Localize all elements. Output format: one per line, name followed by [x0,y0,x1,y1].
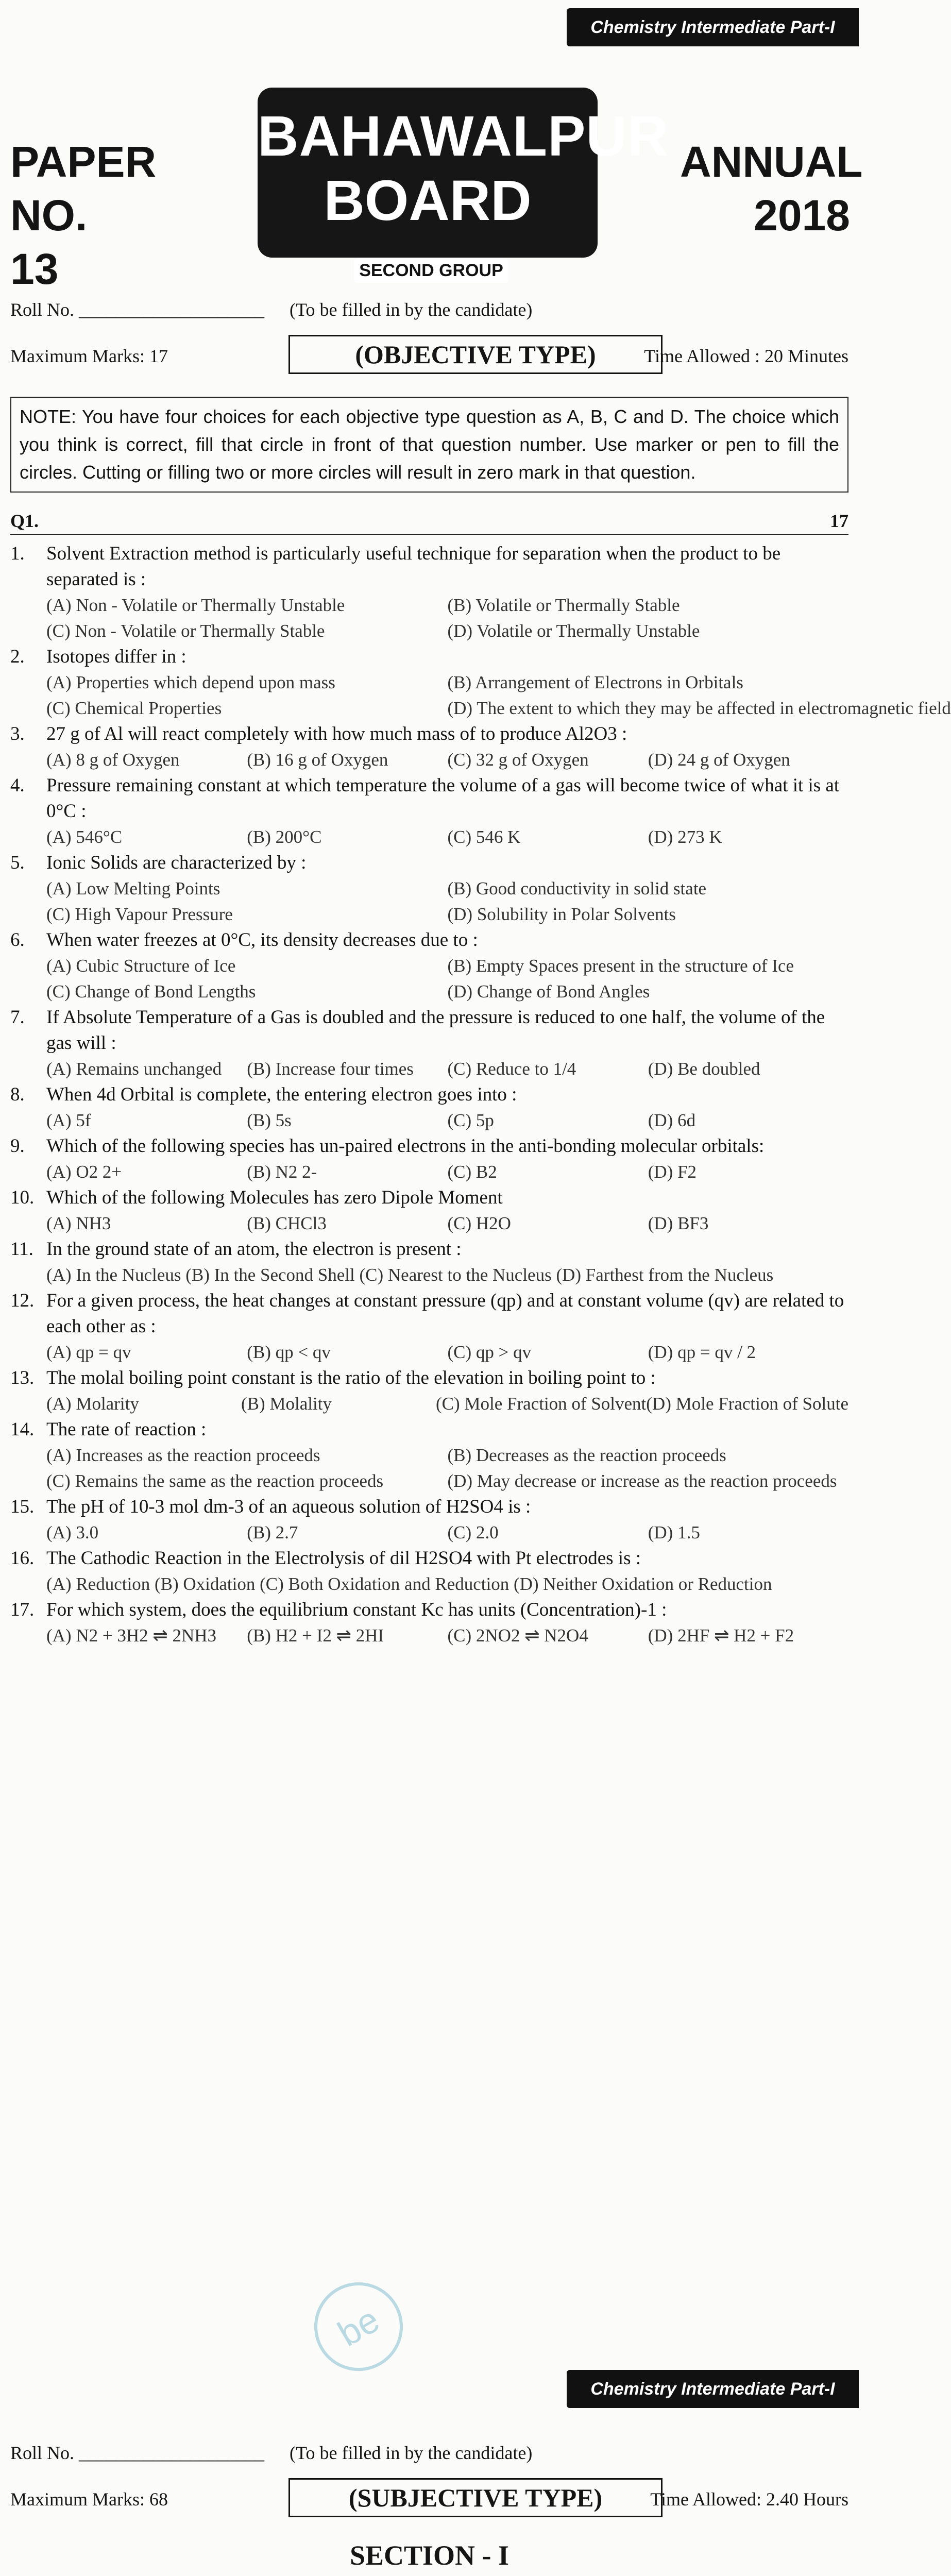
question-text: When 4d Orbital is complete, the entering electron goes into : [46,1084,517,1105]
answer-option: (A) qp = qv [46,1342,131,1362]
answer-option: (A) NH3 [46,1213,111,1233]
option-row [10,618,848,644]
question-number: 5. [10,852,25,873]
answer-option: (D) Be doubled [648,1059,760,1079]
answer-option: (D) qp = qv / 2 [648,1342,756,1362]
answer-option: (B) 2.7 [247,1522,298,1543]
option-row [10,1108,848,1133]
answer-option: (B) 16 g of Oxygen [247,750,388,770]
answer-option: (B) 5s [247,1110,292,1130]
objective-question-list [10,541,951,1649]
answer-option: (A) 3.0 [46,1522,99,1543]
objective-question [10,1236,848,1262]
answer-option: (A) 546°C [46,827,123,847]
option-row [10,1571,848,1597]
answer-option: (D) 6d [648,1110,696,1130]
question-text: Solvent Extraction method is particularly useful technique for separation when the product to be separated is : [46,543,781,590]
objective-question [10,1365,848,1391]
answer-option: (A) O2 2+ [46,1162,122,1182]
answer-option: (C) Remains the same as the reaction proceeds [46,1471,384,1491]
objective-question [10,1005,848,1056]
question-number: 14. [10,1419,35,1440]
answer-option: (B) Empty Spaces present in the structure of Ice [447,956,794,976]
candidate-note: (To be filled in by the candidate) [290,299,533,320]
question-text: The Cathodic Reaction in the Electrolysis of dil H2SO4 with Pt electrodes is : [46,1548,641,1569]
answer-option: (A) 8 g of Oxygen [46,750,180,770]
option-row [10,979,848,1005]
roll-no-label: Roll No. ____________________ [10,299,265,320]
answer-option: (C) 546 K [447,827,521,847]
question-number: 9. [10,1136,25,1157]
option-row [10,1391,848,1417]
exam-year: 2018 [754,191,850,240]
question-number: 1. [10,543,25,564]
board-label: BOARD [324,169,532,232]
option-row [10,1520,848,1546]
question-text: For which system, does the equilibrium constant Kc has units (Concentration)-1 : [46,1599,667,1620]
answer-option: (C) 32 g of Oxygen [447,750,589,770]
answer-option: (B) CHCl3 [247,1213,327,1233]
question-text: Pressure remaining constant at which temperature the volume of a gas will become twice of what it is at 0°C : [46,775,840,822]
objective-question [10,927,848,953]
subject-banner: Chemistry Intermediate Part-I [567,8,859,46]
answer-option: (D) Solubility in Polar Solvents [447,904,676,924]
answer-option: (B) qp < qv [247,1342,331,1362]
answer-option: (C) Non - Volatile or Thermally Stable [46,621,325,641]
question-text: 27 g of Al will react completely with how much mass of to produce Al2O3 : [46,723,627,744]
watermark-logo: be [298,2266,419,2387]
answer-option: (B) Volatile or Thermally Stable [447,595,680,615]
answer-option: (C) H2O [447,1213,511,1233]
option-row [10,1340,848,1365]
question-text: Isotopes differ in : [46,646,186,667]
answer-option: (B) Good conductivity in solid state [447,878,707,899]
answer-option: (C) 2.0 [447,1522,499,1543]
answer-option: (A) Cubic Structure of Ice [46,956,236,976]
option-row [10,876,848,902]
question-number: 3. [10,723,25,744]
question-text: When water freezes at 0°C, its density decreases due to : [46,929,478,951]
answer-option: (B) 200°C [247,827,322,847]
max-marks: Maximum Marks: 17 [10,346,168,366]
answer-option: (A) In the Nucleus (B) In the Second Shell (C) Nearest to the Nucleus (D) Farthest from the Nucleus [46,1265,774,1285]
answer-option: (D) F2 [648,1162,697,1182]
answer-option: (C) High Vapour Pressure [46,904,233,924]
answer-option: (D) 1.5 [648,1522,700,1543]
time-allowed: Time Allowed: 2.40 Hours [650,2489,848,2510]
answer-option: (D) May decrease or increase as the reaction proceeds [447,1471,837,1491]
question-number: 7. [10,1007,25,1028]
answer-option: (B) Arrangement of Electrons in Orbitals [447,672,743,692]
answer-option: (C) Mole Fraction of Solvent [436,1394,647,1414]
divider [10,534,848,535]
paper-number-block [10,135,157,293]
question-text: In the ground state of an atom, the electron is present : [46,1239,462,1260]
answer-option: (A) Remains unchanged [46,1059,222,1079]
objective-question [10,1494,848,1520]
question-number: 11. [10,1239,33,1260]
question-text: For a given process, the heat changes at constant pressure (qp) and at constant volume (qv) are related to each other as : [46,1290,844,1337]
answer-option: (B) Increase four times [247,1059,414,1079]
question-number: 4. [10,775,25,796]
objective-question [10,1133,848,1159]
question-number: 17. [10,1599,35,1620]
objective-note: NOTE: You have four choices for each objective type question as A, B, C and D. The choice which you think is correct, fill that circle in front of that question number. Use marker or pen to fill the circles. Cutting or filling two or more circles will result in zero mark in that question. [10,397,848,493]
roll-no-label: Roll No. ____________________ [10,2443,265,2463]
candidate-note: (To be filled in by the candidate) [290,2443,533,2463]
option-row [10,1443,848,1468]
answer-option: (D) The extent to which they may be affected in electromagnetic field [447,698,951,718]
question-text: The rate of reaction : [46,1419,207,1440]
objective-question [10,721,848,747]
option-row [10,696,951,721]
answer-option: (D) 273 K [648,827,722,847]
option-row [10,747,848,773]
question-number: 13. [10,1367,35,1388]
question-text: Which of the following Molecules has zero Dipole Moment [46,1187,503,1208]
question-text: If Absolute Temperature of a Gas is doubled and the pressure is reduced to one half, the volume of the gas will : [46,1007,825,1054]
answer-option: (A) Reduction (B) Oxidation (C) Both Oxidation and Reduction (D) Neither Oxidation or Reduction [46,1574,772,1594]
option-row [10,953,848,979]
answer-option: (C) Reduce to 1/4 [447,1059,576,1079]
answer-option: (C) Chemical Properties [46,698,222,718]
time-allowed: Time Allowed : 20 Minutes [644,346,848,366]
answer-option: (A) N2 + 3H2 ⇌ 2NH3 [46,1625,217,1646]
q1-marks: 17 [830,511,848,531]
objective-question [10,1185,848,1211]
option-row [10,824,848,850]
objective-question [10,773,848,824]
answer-option: (B) N2 2- [247,1162,317,1182]
option-row [10,592,848,618]
objective-question [10,850,848,876]
objective-question [10,1546,848,1571]
board-logo [258,88,669,280]
subjective-roll-row [10,2442,848,2464]
group-badge: SECOND GROUP [354,259,508,283]
option-row [10,1211,848,1236]
question-number: 16. [10,1548,35,1569]
question-number: 10. [10,1187,35,1208]
option-row [10,670,848,696]
question-text: The molal boiling point constant is the ratio of the elevation in boiling point to : [46,1367,656,1388]
answer-option: (C) qp > qv [447,1342,532,1362]
section-1 [10,2535,848,2576]
roll-no-row [10,299,848,320]
option-row [10,1262,848,1288]
option-row [10,1159,848,1185]
objective-question [10,1288,848,1340]
answer-option: (A) Properties which depend upon mass [46,672,335,692]
paper-number: NO. 13 [10,191,88,293]
answer-option: (C) 2NO2 ⇌ N2O4 [447,1625,588,1646]
answer-option: (A) Low Melting Points [46,878,220,899]
question-text: The pH of 10-3 mol dm-3 of an aqueous solution of H2SO4 is : [46,1496,531,1517]
paper-label: PAPER [10,138,157,186]
answer-option: (A) Molarity [46,1394,139,1414]
option-row [10,1468,848,1494]
answer-option: (B) Decreases as the reaction proceeds [447,1445,726,1465]
objective-question [10,1597,848,1623]
answer-option: (D) Volatile or Thermally Unstable [447,621,700,641]
objective-type-title: (OBJECTIVE TYPE) [288,335,663,374]
question-number: 6. [10,929,25,951]
annual-block [680,135,863,264]
question-number: 12. [10,1290,35,1311]
answer-option: (C) Change of Bond Lengths [46,981,256,1002]
answer-option: (C) 5p [447,1110,494,1130]
annual-label: ANNUAL [680,138,863,186]
answer-option: (A) Increases as the reaction proceeds [46,1445,320,1465]
objective-question [10,1082,848,1108]
board-name: BAHAWALPUR [258,105,669,168]
question-number: 8. [10,1084,25,1105]
objective-question [10,541,848,592]
answer-option: (A) 5f [46,1110,91,1130]
answer-option: (D) BF3 [648,1213,709,1233]
answer-option: (D) Change of Bond Angles [447,981,650,1002]
q1-label: Q1. [10,511,39,531]
question-number: 2. [10,646,25,667]
section-1-title: SECTION - I [349,2540,510,2571]
question-text: Ionic Solids are characterized by : [46,852,307,873]
option-row [10,1623,848,1649]
option-row [10,902,848,927]
answer-option: (D) 2HF ⇌ H2 + F2 [648,1625,794,1646]
answer-option: (D) Mole Fraction of Solute [646,1394,848,1414]
answer-option: (A) Non - Volatile or Thermally Unstable [46,595,345,615]
answer-option: (C) B2 [447,1162,497,1182]
question-number: 15. [10,1496,35,1517]
q1-header [10,510,848,532]
answer-option: (B) Molality [241,1394,332,1414]
objective-question [10,1417,848,1443]
subjective-type-title: (SUBJECTIVE TYPE) [288,2478,663,2517]
answer-option: (B) H2 + I2 ⇌ 2HI [247,1625,384,1646]
max-marks: Maximum Marks: 68 [10,2489,168,2510]
question-text: Which of the following species has un-paired electrons in the anti-bonding molecular orbitals: [46,1136,765,1157]
option-row [10,1056,848,1082]
subjective-banner: Chemistry Intermediate Part-I [567,2370,859,2408]
objective-question [10,644,848,670]
answer-option: (D) 24 g of Oxygen [648,750,790,770]
